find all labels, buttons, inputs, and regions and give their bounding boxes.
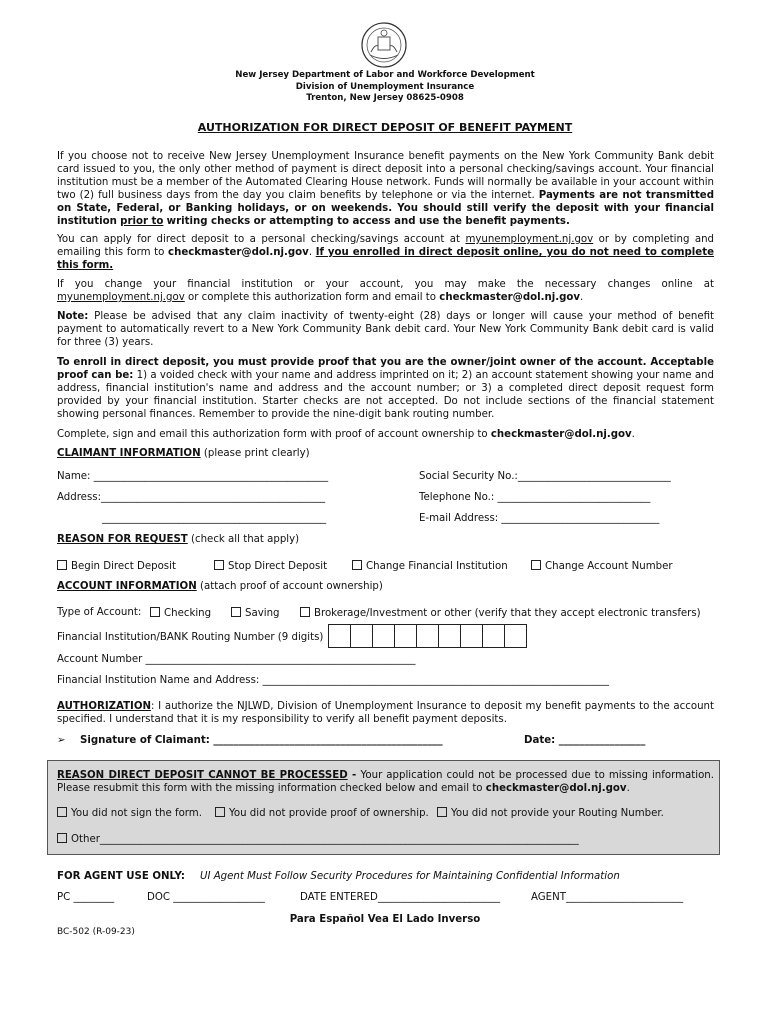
cannot-dash: - — [347, 770, 361, 781]
agent-label: FOR AGENT USE ONLY: — [57, 871, 186, 882]
change-text: If you change your financial institution or your account, you may make the necessary changes online at — [57, 279, 714, 290]
apply-online-note: If you enrolled in direct deposit online, you do not need to complete this form. — [57, 247, 714, 271]
form-id: BC-502 (R-09-23) — [57, 927, 135, 937]
intro-paragraph — [57, 150, 714, 228]
dept-address: Trenton, New Jersey 08625-0908 — [306, 93, 464, 103]
intro-warning: Payments are not transmitted on State, Federal, or Banking holidays, or on weekends. You should still verify the deposit with your financial institution — [57, 190, 714, 227]
no-routing-checkbox[interactable] — [437, 807, 664, 821]
stop-deposit-checkbox[interactable] — [214, 560, 327, 574]
myunemployment-link-2[interactable]: myunemployment.nj.gov — [57, 292, 185, 303]
authorization-paragraph — [57, 700, 714, 726]
brokerage-checkbox[interactable] — [300, 607, 701, 621]
routing-digit-box[interactable] — [394, 624, 417, 648]
address-line-2-field[interactable]: ____________________________________________ — [102, 513, 327, 524]
begin-deposit-checkbox[interactable] — [57, 560, 176, 574]
checking-checkbox[interactable] — [150, 607, 211, 621]
checkmaster-email-3: checkmaster@dol.nj.gov — [490, 429, 632, 440]
claimant-heading: CLAIMANT INFORMATION — [57, 448, 201, 459]
claimant-note: (please print clearly) — [203, 448, 310, 459]
apply-text: You can apply for direct deposit to a personal checking/savings account at — [57, 234, 461, 245]
account-heading: ACCOUNT INFORMATION — [57, 581, 197, 592]
cannot-process-heading: REASON DIRECT DEPOSIT CANNOT BE PROCESSED — [57, 770, 348, 781]
routing-digit-box[interactable] — [504, 624, 527, 648]
state-seal-icon — [361, 22, 407, 68]
option-label: You did not provide proof of ownership. — [229, 808, 429, 819]
change-account-checkbox[interactable] — [531, 560, 673, 574]
checkbox-icon — [57, 833, 67, 843]
other-checkbox[interactable] — [57, 833, 579, 847]
cannot-process-text: Your application could not be processed due to missing information. Please resubmit this form with the missing information checked below and email to — [57, 770, 714, 794]
routing-digit-box[interactable] — [328, 624, 351, 648]
dept-name: New Jersey Department of Labor and Workforce Development — [235, 70, 535, 80]
complete-text: Complete, sign and email this authorization form with proof of account ownership to — [57, 429, 488, 440]
checkbox-icon — [150, 607, 160, 617]
routing-digit-box[interactable] — [372, 624, 395, 648]
reason-section-heading — [57, 534, 299, 547]
checkbox-icon — [352, 560, 362, 570]
change-institution-checkbox[interactable] — [352, 560, 508, 574]
reason-heading: REASON FOR REQUEST — [57, 534, 188, 545]
apply-text-2: or by completing and emailing this form to — [57, 234, 715, 258]
option-label: Checking — [164, 608, 212, 619]
intro-prior-to: prior to — [120, 216, 164, 227]
authorization-heading: AUTHORIZATION — [57, 701, 152, 712]
cannot-process-paragraph: REASON DIRECT DEPOSIT CANNOT BE PROCESSED - Your application could not be processed due to missing information. Please resubmit this form with the missing information checked below and email to checkmaster@dol.nj.gov. — [57, 770, 714, 794]
doc-field[interactable]: DOC __________________ — [147, 892, 265, 903]
email-field[interactable]: E-mail Address: _______________________________ — [419, 513, 660, 524]
phone-field[interactable]: Telephone No.: ______________________________ — [419, 492, 651, 503]
option-label: Change Financial Institution — [366, 561, 508, 572]
option-label: You did not provide your Routing Number. — [451, 808, 664, 819]
option-label: Brokerage/Investment or other (verify that they accept electronic transfers) — [314, 608, 701, 619]
checkbox-icon — [57, 560, 67, 570]
note-paragraph — [57, 310, 714, 349]
pc-field[interactable]: PC ________ — [57, 892, 115, 903]
complete-paragraph: Complete, sign and email this authorization form with proof of account ownership to checkmaster@dol.nj.gov. — [57, 429, 635, 440]
authorization-text: : I authorize the NJLWD, Division of Unemployment Insurance to deposit my benefit payments to the account specified. I understand that it is my responsibility to verify all benefit payment deposits. — [57, 701, 714, 725]
intro-text: If you choose not to receive New Jersey Unemployment Insurance benefit payments on the New York Community Bank debit card issued to you, the only other method of payment is direct deposit into a personal checking/savings account. Your financial institution must be a member of the Automated Clearing House network. Funds will normally be available in your account within two (2) full business days from the day you claim benefits by telephone or via the internet. — [57, 151, 714, 201]
claimant-section-heading — [57, 448, 310, 461]
routing-label: Financial Institution/BANK Routing Number (9 digits) — [57, 632, 324, 643]
form-title: AUTHORIZATION FOR DIRECT DEPOSIT OF BENEFIT PAYMENT — [197, 121, 573, 134]
proof-heading: To enroll in direct deposit, you must provide proof that you are the owner/joint owner of the account. Acceptable proof can be: — [57, 357, 714, 381]
change-text-2: or complete this authorization form and email to — [188, 292, 437, 303]
checkmaster-email-2: checkmaster@dol.nj.gov — [439, 292, 581, 303]
account-section-heading — [57, 581, 383, 594]
institution-name-field[interactable]: Financial Institution Name and Address: ____________________________________________________________________ — [57, 675, 609, 686]
agent-field[interactable]: AGENT_______________________ — [531, 892, 684, 903]
date-field[interactable]: Date: _________________ — [524, 735, 646, 746]
proof-paragraph — [57, 356, 714, 421]
proof-text: 1) a voided check with your name and address imprinted on it; 2) an account statement showing your name and address, financial institution's name and address and the account number; or 3) a completed direct deposit request form provided by your financial institution. Starter checks are not accepted. Do not include sections of the financial statement showing personal finances. Remember to provide the nine-digit bank routing number. — [57, 370, 714, 420]
no-proof-checkbox[interactable] — [215, 807, 429, 821]
division-name: Division of Unemployment Insurance — [295, 82, 475, 92]
note-label: Note: — [57, 311, 89, 322]
routing-digit-box[interactable] — [416, 624, 439, 648]
checkmaster-email: checkmaster@dol.nj.gov — [168, 247, 309, 258]
agent-note: UI Agent Must Follow Security Procedures for Maintaining Confidential Information — [200, 871, 620, 882]
option-label: Saving — [245, 608, 280, 619]
address-field[interactable]: Address:____________________________________________ — [57, 492, 326, 503]
option-label: Begin Direct Deposit — [71, 561, 176, 572]
checkbox-icon — [300, 607, 310, 617]
other-field[interactable]: Other______________________________________________________________________________________________ — [71, 834, 579, 845]
account-type-label: Type of Account: — [57, 607, 142, 618]
account-number-field[interactable]: Account Number _____________________________________________________ — [57, 654, 416, 665]
note-text: Please be advised that any claim inactivity of twenty-eight (28) days or longer will cause your method of benefit payment to automatically revert to a New York Community Bank debit card. Your New York Community Bank debit card is valid for three (3) years. — [57, 311, 714, 348]
not-signed-checkbox[interactable] — [57, 807, 202, 821]
saving-checkbox[interactable] — [231, 607, 280, 621]
account-note: (attach proof of account ownership) — [199, 581, 383, 592]
routing-digit-box[interactable] — [460, 624, 483, 648]
option-label: You did not sign the form. — [71, 808, 202, 819]
ssn-field[interactable]: Social Security No.:______________________________ — [419, 471, 671, 482]
intro-warning-end: writing checks or attempting to access and use the benefit payments. — [166, 216, 570, 227]
myunemployment-link[interactable]: myunemployment.nj.gov — [465, 234, 594, 245]
checkbox-icon — [437, 807, 447, 817]
checkbox-icon — [231, 607, 241, 617]
name-field[interactable]: Name: ______________________________________________ — [57, 471, 329, 482]
option-label: Stop Direct Deposit — [228, 561, 328, 572]
checkbox-icon — [214, 560, 224, 570]
spanish-note: Para Español Vea El Lado Inverso — [289, 914, 481, 925]
reason-note: (check all that apply) — [191, 534, 300, 545]
checkmaster-email-4: checkmaster@dol.nj.gov — [485, 783, 627, 794]
arrow-icon: ➢ — [57, 735, 66, 746]
signature-field[interactable]: Signature of Claimant: _____________________________________________ — [80, 735, 443, 746]
checkbox-icon — [215, 807, 225, 817]
option-label: Change Account Number — [545, 561, 673, 572]
routing-digit-box[interactable] — [438, 624, 461, 648]
checkbox-icon — [531, 560, 541, 570]
routing-digit-box[interactable] — [482, 624, 505, 648]
date-entered-field[interactable]: DATE ENTERED________________________ — [300, 892, 501, 903]
checkbox-icon — [57, 807, 67, 817]
apply-paragraph: You can apply for direct deposit to a personal checking/savings account at myunemployment.nj.gov or by completing and emailing this form to checkmaster@dol.nj.gov. If you enrolled in direct deposit online, you do not need to complete this form. — [57, 234, 715, 271]
routing-digit-box[interactable] — [350, 624, 373, 648]
change-paragraph: If you change your financial institution or your account, you may make the necessary changes online at myunemployment.nj.gov or complete this authorization form and email to checkmaster@dol.nj.gov. — [57, 279, 714, 303]
